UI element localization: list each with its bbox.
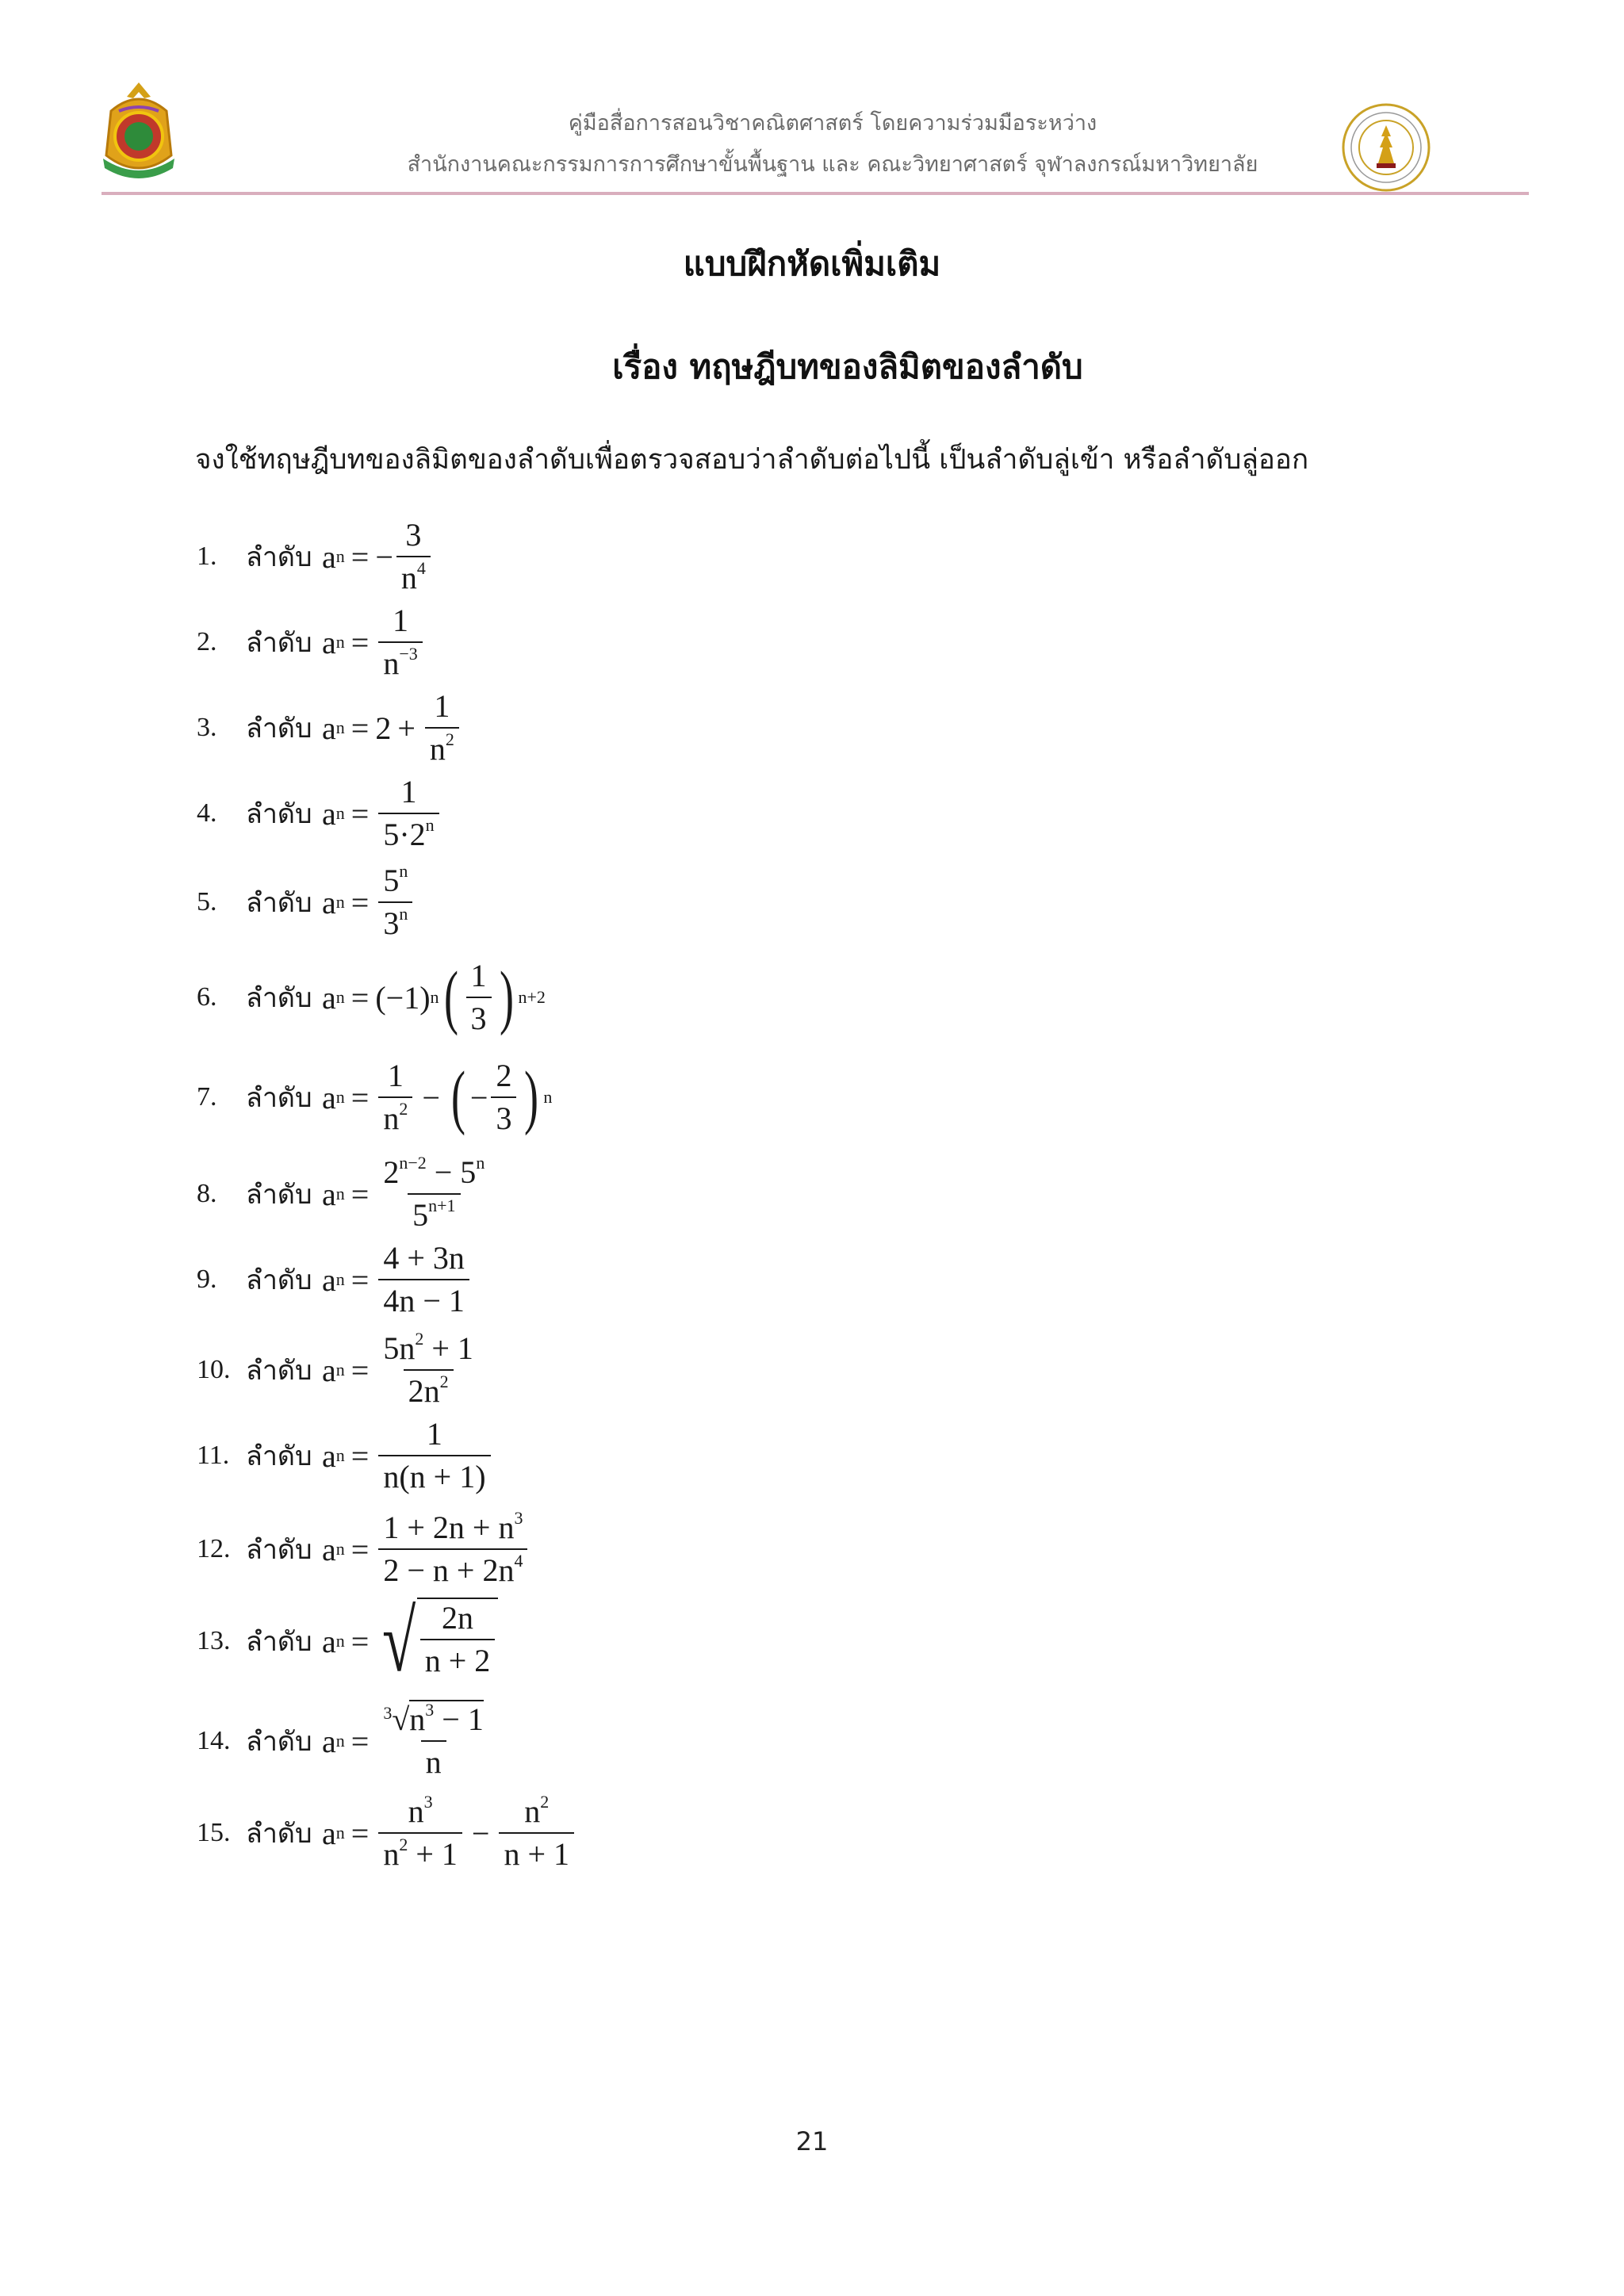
item-number: 7. — [197, 1082, 217, 1112]
formula-9: a n = $\frac{4 + 3n}{4n - 1}$ — [322, 1241, 473, 1318]
item-number: 11. — [197, 1441, 230, 1470]
formula-5: a n = $\frac{5^n}{3^n}$ — [322, 863, 416, 941]
item-label: ลำดับ — [246, 1818, 312, 1850]
exercise-item-9 — [197, 1240, 910, 1319]
formula-13: a n = √ $\frac{2n}{n + 2}$ — [322, 1598, 498, 1685]
exercise-item-12 — [197, 1510, 910, 1589]
exercise-item-1 — [197, 517, 910, 596]
item-label: ลำดับ — [246, 627, 312, 659]
item-label: ลำดับ — [246, 982, 312, 1014]
formula-3: a n = 2 + $\frac{1}{n^2}$ — [322, 689, 462, 767]
formula-10: a n = $\frac{5n^2 + 1}{2n^2}$ — [322, 1329, 473, 1409]
header-line-1: คู่มือสื่อการสอนวิชาคณิตศาสตร์ โดยความร่วมมือระหว่าง — [568, 111, 1097, 136]
exercise-item-2 — [197, 603, 910, 682]
item-number: 9. — [197, 1265, 217, 1294]
formula-15: a n = $\frac{n^3}{n^2 + 1}$ − $\frac{n^2}{n + 1}$ — [322, 1794, 577, 1872]
formula-1: a n = − $\frac{3}{n^4}$ — [322, 518, 434, 595]
item-label: ลำดับ — [246, 1355, 312, 1387]
header-line-2: สำนักงานคณะกรรมการการศึกษาขั้นพื้นฐาน และ คณะวิทยาศาสตร์ จุฬาลงกรณ์มหาวิทยาลัย — [407, 152, 1258, 177]
formula-7: a n = $\frac{1}{n^2}$ − ( − $\frac{2}{3}$ ) n — [322, 1058, 553, 1136]
item-number: 14. — [197, 1726, 231, 1755]
item-number: 1. — [197, 541, 217, 571]
formula-12: a n = $\frac{1 + 2n + n^3}{2 - n + 2n^4}$ — [322, 1510, 530, 1588]
formula-11: a n = $\frac{1}{n(n + 1)}$ — [322, 1417, 494, 1494]
page-subtitle: เรื่อง ทฤษฎีบทของลิมิตของลำดับ — [612, 347, 1083, 386]
exercise-item-5 — [197, 863, 910, 942]
item-label: ลำดับ — [246, 1626, 312, 1658]
exercise-item-4 — [197, 774, 910, 853]
exercise-item-10 — [197, 1330, 910, 1410]
item-number: 13. — [197, 1626, 231, 1655]
exercise-item-11 — [197, 1416, 910, 1495]
formula-2: a n = $\frac{1}{n^{-3}}$ — [322, 603, 426, 681]
exercise-item-6 — [197, 958, 910, 1037]
item-label: ลำดับ — [246, 713, 312, 744]
formula-8: a n = $\frac{2^{n-2} - 5^n}{5^{n+1}}$ — [322, 1153, 485, 1233]
exercise-item-3 — [197, 688, 910, 767]
item-number: 5. — [197, 887, 217, 916]
formula-4: a n = $\frac{1}{5\cdot 2^n}$ — [322, 775, 442, 852]
page-number: 21 — [795, 2126, 829, 2156]
item-number: 6. — [197, 982, 217, 1012]
item-label: ลำดับ — [246, 1441, 312, 1472]
item-label: ลำดับ — [246, 1534, 312, 1566]
formula-14: a n = $\frac{^3√n^3 - 1}{n}$ — [322, 1700, 484, 1780]
instruction-text: จงใช้ทฤษฎีบทของลิมิตของลำดับเพื่อตรวจสอบว่าลำดับต่อไปนี้ เป็นลำดับลู่เข้า หรือลำดับลู่ออก — [195, 444, 1309, 476]
chulalongkorn-science-seal-logo — [1340, 101, 1432, 193]
item-label: ลำดับ — [246, 1082, 312, 1114]
item-label: ลำดับ — [246, 541, 312, 573]
item-label: ลำดับ — [246, 1265, 312, 1296]
item-number: 3. — [197, 713, 217, 742]
item-label: ลำดับ — [246, 798, 312, 830]
item-number: 8. — [197, 1179, 217, 1208]
item-label: ลำดับ — [246, 1726, 312, 1758]
item-number: 12. — [197, 1534, 231, 1563]
item-number: 10. — [197, 1355, 231, 1384]
formula-6: a n = (−1) n ( $\frac{1}{3}$ ) n+2 — [322, 958, 546, 1036]
exercise-item-14 — [197, 1701, 910, 1781]
document-header — [333, 103, 1332, 186]
exercise-item-13 — [197, 1593, 910, 1689]
exercise-item-8 — [197, 1154, 910, 1234]
exercise-item-7 — [197, 1058, 910, 1137]
exercise-item-15 — [197, 1793, 910, 1873]
item-number: 2. — [197, 627, 217, 656]
item-label: ลำดับ — [246, 1179, 312, 1211]
item-number: 15. — [197, 1818, 231, 1847]
obec-seal-logo — [95, 79, 182, 182]
page-title: แบบฝึกหัดเพิ่มเติม — [683, 244, 941, 283]
item-label: ลำดับ — [246, 887, 312, 919]
header-divider — [102, 192, 1529, 195]
item-number: 4. — [197, 798, 217, 828]
